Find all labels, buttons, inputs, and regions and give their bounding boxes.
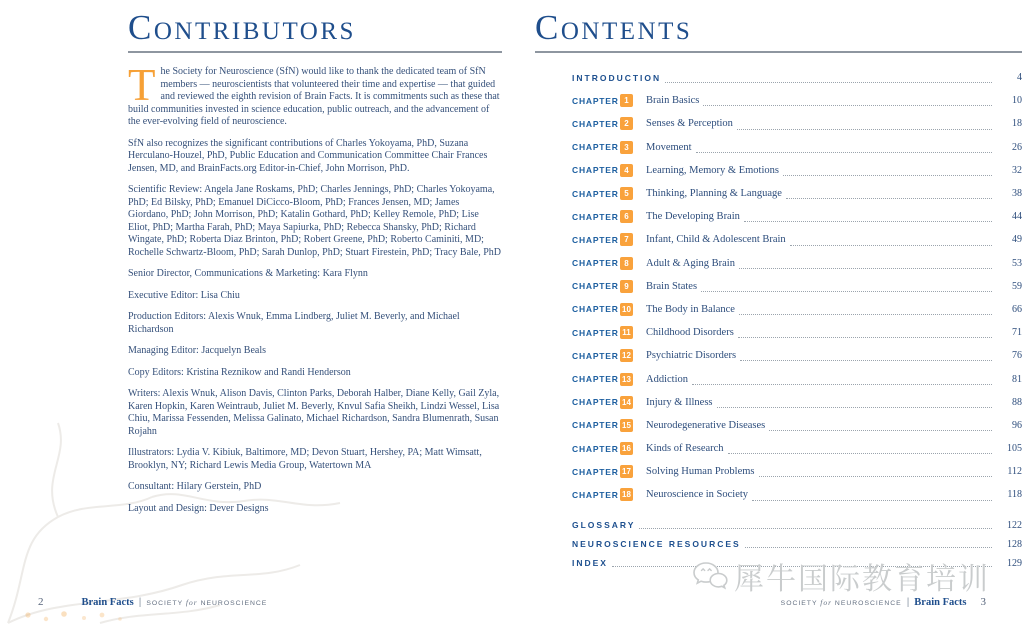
toc-chapter-entry[interactable] xyxy=(572,483,1022,506)
publisher-word: NEUROSCIENCE xyxy=(834,600,902,607)
chapter-number-badge: 11 xyxy=(620,326,633,339)
contents-page xyxy=(535,8,1022,573)
chapter-title: Learning, Memory & Emotions xyxy=(646,164,779,176)
table-of-contents xyxy=(572,66,1022,573)
chapter-number-badge: 3 xyxy=(620,141,633,154)
toc-chapter-entry[interactable] xyxy=(572,136,1022,159)
chapter-title: Infant, Child & Adolescent Brain xyxy=(646,234,786,246)
contents-title: CONTENTS xyxy=(535,8,693,47)
chapter-title: Addiction xyxy=(646,373,688,385)
chapter-title: The Developing Brain xyxy=(646,211,740,223)
toc-chapter-list xyxy=(572,89,1022,506)
chapter-number-badge: 14 xyxy=(620,396,633,409)
toc-chapter-entry[interactable] xyxy=(572,298,1022,321)
chapter-number-badge: 13 xyxy=(620,373,633,386)
toc-chapter-entry[interactable] xyxy=(572,344,1022,367)
toc-chapter-entry[interactable] xyxy=(572,414,1022,437)
chapter-word: CHAPTER xyxy=(572,281,619,292)
toc-page-number: 38 xyxy=(1012,188,1022,200)
right-page-number: 3 xyxy=(980,596,986,608)
contributor-paragraph: Consultant: Hilary Gerstein, PhD xyxy=(128,481,262,492)
chapter-title: Adult & Aging Brain xyxy=(646,257,735,269)
toc-chapter-entry[interactable] xyxy=(572,321,1022,344)
chapter-title: Solving Human Problems xyxy=(646,466,755,478)
chapter-title: Senses & Perception xyxy=(646,118,733,130)
toc-page-number: 10 xyxy=(1012,95,1022,107)
dotted-leader xyxy=(728,453,992,454)
dotted-leader xyxy=(745,547,992,548)
dotted-leader xyxy=(737,129,992,130)
chapter-title: Kinds of Research xyxy=(646,443,724,455)
contributor-paragraph: Scientific Review: Angela Jane Roskams, PhD; Charles Jennings, PhD; Charles Yokoyama, PhD; Ed Bilsky, PhD; Emanuel DiCicco-Bloom, PhD; Frances Jensen, MD; James Giordano, PhD; John Morrison, PhD; Katalin Gothard, PhD; Kelley Remole, PhD; Lise Eliot, PhD; Martha Farah, PhD; Maya Sapiurka, PhD; Rebecca Shansky, PhD; Richard Wingate, PhD; Roberta Diaz Brinton, PhD; Robert Greene, PhD; Roberto Caminiti, MD; Rochelle Schwartz-Bloom, PhD; Sarah Dunlop, PhD; Stuart Firestein, PhD; Tracy Bale, PhD xyxy=(128,184,502,258)
toc-page-number: 66 xyxy=(1012,303,1022,315)
toc-page-number: 76 xyxy=(1012,350,1022,362)
chapter-title: Neuroscience in Society xyxy=(646,489,749,501)
contributor-paragraph: Illustrators: Lydia V. Kibiuk, Baltimore, MD; Devon Stuart, Hershey, PA; Matt Wimsatt, Brooklyn, NY; Richard Lewis Media Group, Watertown MA xyxy=(128,447,482,471)
chapter-number-badge: 18 xyxy=(620,488,633,501)
chapter-number-badge: 4 xyxy=(620,164,633,177)
toc-section-label: INDEX xyxy=(572,558,608,569)
chapter-word: CHAPTER xyxy=(572,374,619,385)
chapter-title: Thinking, Planning & Language xyxy=(646,188,782,200)
chapter-title: The Body in Balance xyxy=(646,303,735,315)
chapter-number-badge: 17 xyxy=(620,465,633,478)
contributors-intro-paragraph xyxy=(128,60,502,129)
dotted-leader xyxy=(752,500,992,501)
toc-chapter-entry[interactable] xyxy=(572,437,1022,460)
wechat-icon xyxy=(692,560,728,592)
toc-page-number: 4 xyxy=(1017,72,1022,84)
toc-page-number: 96 xyxy=(1012,419,1022,431)
contributors-page xyxy=(128,8,502,515)
toc-page-number: 105 xyxy=(1007,443,1022,455)
dotted-leader xyxy=(717,407,993,408)
publisher-name xyxy=(146,598,267,607)
chapter-number-badge: 10 xyxy=(620,303,633,316)
toc-chapter-entry[interactable] xyxy=(572,89,1022,112)
dotted-leader xyxy=(783,175,992,176)
dotted-leader xyxy=(665,82,992,83)
toc-entry-introduction[interactable] xyxy=(572,66,1022,89)
chapter-number-badge: 2 xyxy=(620,117,633,130)
chapter-word: CHAPTER xyxy=(572,188,619,199)
chapter-word: CHAPTER xyxy=(572,165,619,176)
toc-chapter-entry[interactable] xyxy=(572,228,1022,251)
toc-page-number: 112 xyxy=(1007,466,1022,478)
contributors-title: CONTRIBUTORS xyxy=(128,8,356,47)
chapter-word: CHAPTER xyxy=(572,304,619,315)
chapter-number-badge: 12 xyxy=(620,349,633,362)
chapter-word: CHAPTER xyxy=(572,350,619,361)
chapter-title: Injury & Illness xyxy=(646,396,713,408)
publisher-word: NEUROSCIENCE xyxy=(200,600,268,607)
dotted-leader xyxy=(703,105,992,106)
chapter-title: Psychiatric Disorders xyxy=(646,350,737,362)
toc-chapter-entry[interactable] xyxy=(572,460,1022,483)
toc-page-number: 88 xyxy=(1012,396,1022,408)
toc-chapter-entry[interactable] xyxy=(572,391,1022,414)
dotted-leader xyxy=(790,245,992,246)
chapter-word: CHAPTER xyxy=(572,258,619,269)
dotted-leader xyxy=(739,314,992,315)
dotted-leader xyxy=(696,152,993,153)
chapter-title: Movement xyxy=(646,141,692,153)
chapter-word: CHAPTER xyxy=(572,466,619,477)
contributor-paragraph: SfN also recognizes the significant contributions of Charles Yokoyama, PhD, Suzana Herculano-Houzel, PhD, Public Education and Communication Committee Chair Frances Jensen, MD, and BrainFacts.org Editor-in-Chief, John Morrison, PhD. xyxy=(128,137,488,174)
toc-chapter-entry[interactable] xyxy=(572,159,1022,182)
contributor-paragraphs xyxy=(128,138,502,516)
toc-page-number: 44 xyxy=(1012,211,1022,223)
chapter-word: CHAPTER xyxy=(572,420,619,431)
toc-section-label: GLOSSARY xyxy=(572,520,636,531)
chapter-word: CHAPTER xyxy=(572,327,619,338)
toc-page-number: 26 xyxy=(1012,141,1022,153)
dotted-leader xyxy=(692,384,992,385)
dotted-leader xyxy=(759,476,992,477)
toc-page-number: 81 xyxy=(1012,373,1022,385)
publisher-word: SOCIETY xyxy=(146,600,184,607)
chapter-word: CHAPTER xyxy=(572,397,619,408)
chapter-number-badge: 7 xyxy=(620,233,633,246)
footer-divider: | xyxy=(906,597,910,608)
chapter-title: Brain States xyxy=(646,280,698,292)
intro-text: he Society for Neuroscience (SfN) would like to thank the dedicated team of SfN members — neuroscientists that volunteered their time and expertise — that guided and reviewed the eighth revision of Brain Facts. It is commitments such as these that build communities invested in science education, public outreach, and the advancement of the ever-evolving field of neuroscience. xyxy=(128,66,500,127)
contributor-paragraph: Production Editors: Alexis Wnuk, Emma Lindberg, Juliet M. Beverly, and Michael Richardson xyxy=(128,311,460,335)
toc-page-number: 18 xyxy=(1012,118,1022,130)
chapter-number-badge: 15 xyxy=(620,419,633,432)
chapter-number-badge: 1 xyxy=(620,94,633,107)
chapter-word: CHAPTER xyxy=(572,489,619,500)
toc-chapter-entry[interactable] xyxy=(572,205,1022,228)
toc-back-matter-entry[interactable] xyxy=(572,516,1022,535)
contributor-paragraph: Executive Editor: Lisa Chiu xyxy=(128,289,240,301)
book-title: Brain Facts xyxy=(914,597,967,608)
chapter-word: CHAPTER xyxy=(572,142,619,153)
toc-page-number: 71 xyxy=(1012,327,1022,339)
toc-section-label: NEUROSCIENCE RESOURCES xyxy=(572,539,741,550)
footer-divider: | xyxy=(138,597,142,608)
toc-chapter-entry[interactable] xyxy=(572,112,1022,135)
dotted-leader xyxy=(738,337,992,338)
toc-page-number: 128 xyxy=(1007,538,1022,550)
chapter-word: CHAPTER xyxy=(572,234,619,245)
toc-chapter-entry[interactable] xyxy=(572,252,1022,275)
toc-chapter-entry[interactable] xyxy=(572,275,1022,298)
drop-cap: T xyxy=(128,60,156,110)
dotted-leader xyxy=(740,360,992,361)
watermark-text: 犀牛国际教育培训 xyxy=(734,562,990,597)
dotted-leader xyxy=(739,268,992,269)
dotted-leader xyxy=(786,198,992,199)
chapter-number-badge: 9 xyxy=(620,280,633,293)
toc-page-number: 32 xyxy=(1012,164,1022,176)
contents-title-rule xyxy=(535,51,1022,53)
dotted-leader xyxy=(701,291,992,292)
publisher-word-italic: for xyxy=(820,598,833,607)
toc-back-matter-entry[interactable] xyxy=(572,535,1022,554)
chapter-word: CHAPTER xyxy=(572,211,619,222)
toc-page-number: 53 xyxy=(1012,257,1022,269)
left-page-footer xyxy=(38,596,267,608)
publisher-word: SOCIETY xyxy=(780,600,818,607)
contributors-title-rule xyxy=(128,51,502,53)
dotted-leader xyxy=(639,528,992,529)
chapter-word: CHAPTER xyxy=(572,95,619,106)
toc-page-number: 129 xyxy=(1007,557,1022,569)
left-page-number: 2 xyxy=(38,596,44,608)
book-title: Brain Facts xyxy=(81,597,134,608)
chapter-number-badge: 16 xyxy=(620,442,633,455)
chapter-number-badge: 6 xyxy=(620,210,633,223)
chapter-title: Neurodegenerative Diseases xyxy=(646,419,766,431)
contributor-paragraph: Managing Editor: Jacquelyn Beals xyxy=(128,345,267,356)
toc-section-label: INTRODUCTION xyxy=(572,72,662,83)
chapter-word: CHAPTER xyxy=(572,443,619,454)
publisher-name xyxy=(781,598,902,607)
toc-page-number: 118 xyxy=(1007,489,1022,501)
contributor-paragraph: Layout and Design: Dever Designs xyxy=(128,502,269,514)
chapter-number-badge: 8 xyxy=(620,257,633,270)
toc-page-number: 59 xyxy=(1012,280,1022,292)
publisher-word-italic: for xyxy=(185,598,198,607)
dotted-leader xyxy=(744,221,992,222)
toc-chapter-entry[interactable] xyxy=(572,367,1022,390)
contributor-paragraph: Writers: Alexis Wnuk, Alison Davis, Clinton Parks, Deborah Halber, Diane Kelly, Gail Zyla, Karen Hopkin, Karen Weintraub, Juliet M. Beverly, Knvul Safia Sheikh, Lindzi Wessel, Lisa Chiu, Marissa Fessenden, Melissa Galinato, Michael Richardson, Sandra Blumenrath, Susan Rojahn xyxy=(128,388,500,437)
toc-page-number: 122 xyxy=(1007,519,1022,531)
wechat-watermark xyxy=(692,554,990,598)
chapter-title: Childhood Disorders xyxy=(646,327,734,339)
toc-chapter-entry[interactable] xyxy=(572,182,1022,205)
contributor-paragraph: Copy Editors: Kristina Reznikow and Randi Henderson xyxy=(128,366,351,378)
contributor-paragraph: Senior Director, Communications & Marketing: Kara Flynn xyxy=(128,268,368,279)
chapter-title: Brain Basics xyxy=(646,95,700,107)
dotted-leader xyxy=(769,430,992,431)
toc-page-number: 49 xyxy=(1012,234,1022,246)
chapter-word: CHAPTER xyxy=(572,118,619,129)
chapter-number-badge: 5 xyxy=(620,187,633,200)
